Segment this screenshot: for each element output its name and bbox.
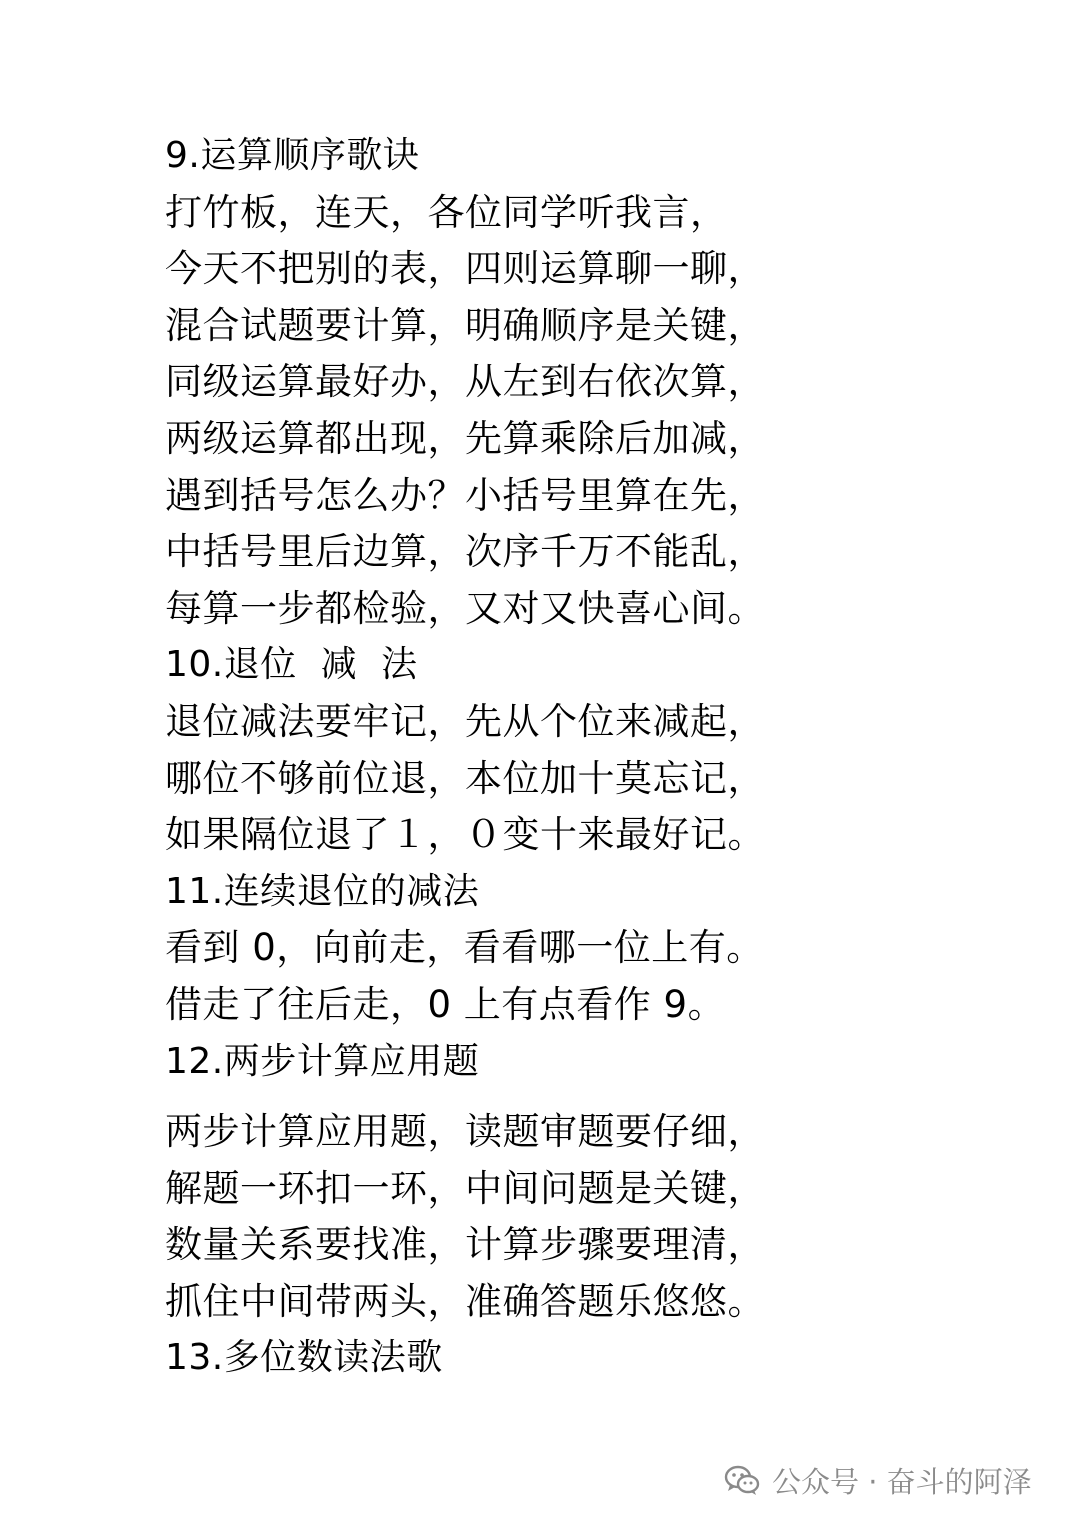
verse-line: 今天不把别的表，四则运算聊一聊， (165, 247, 765, 291)
section-heading: 11.连续退位的减法 (165, 870, 480, 912)
section-heading: 10.退位 减 法 (165, 644, 418, 686)
verse-line: 中括号里后边算，次序千万不能乱， (165, 530, 765, 574)
verse-line: 哪位不够前位退，本位加十莫忘记， (165, 756, 765, 800)
verse-line: 每算一步都检验，又对又快喜心间。 (165, 586, 765, 630)
verse-line: 抓住中间带两头，准确答题乐悠悠。 (165, 1279, 765, 1323)
watermark (724, 1458, 1032, 1502)
verse-line: 两级运算都出现，先算乘除后加减， (165, 416, 765, 460)
verse-line: 退位减法要牢记，先从个位来减起， (165, 699, 765, 743)
paragraph-gap (165, 1090, 1025, 1104)
wechat-icon (724, 1464, 760, 1496)
section-heading: 9.运算顺序歌诀 (165, 135, 420, 176)
verse-line: 同级运算最好办，从左到右依次算， (165, 360, 765, 404)
verse-line: 混合试题要计算，明确顺序是关键， (165, 303, 765, 347)
verse-line: 两步计算应用题，读题审题要仔细， (165, 1110, 765, 1154)
verse-line: 看到 0，向前走，看看哪一位上有。 (165, 926, 764, 970)
section-heading: 13.多位数读法歌 (165, 1337, 443, 1379)
verse-line: 解题一环扣一环，中间问题是关键， (165, 1166, 765, 1210)
verse-line: 打竹板，连天，各位同学听我言， (165, 190, 728, 234)
watermark-text: 公众号 · 奋斗的阿泽 (772, 1464, 1032, 1499)
verse-line: 如果隔位退了１，０变十来最好记。 (165, 813, 765, 857)
verse-line: 数量关系要找准，计算步骤要理清， (165, 1223, 765, 1267)
verse-line: 遇到括号怎么办？小括号里算在先， (165, 473, 765, 517)
section-heading: 12.两步计算应用题 (165, 1040, 480, 1082)
verse-line: 借走了往后走，0 上有点看作 9。 (165, 982, 726, 1026)
document-content (165, 128, 1025, 1387)
